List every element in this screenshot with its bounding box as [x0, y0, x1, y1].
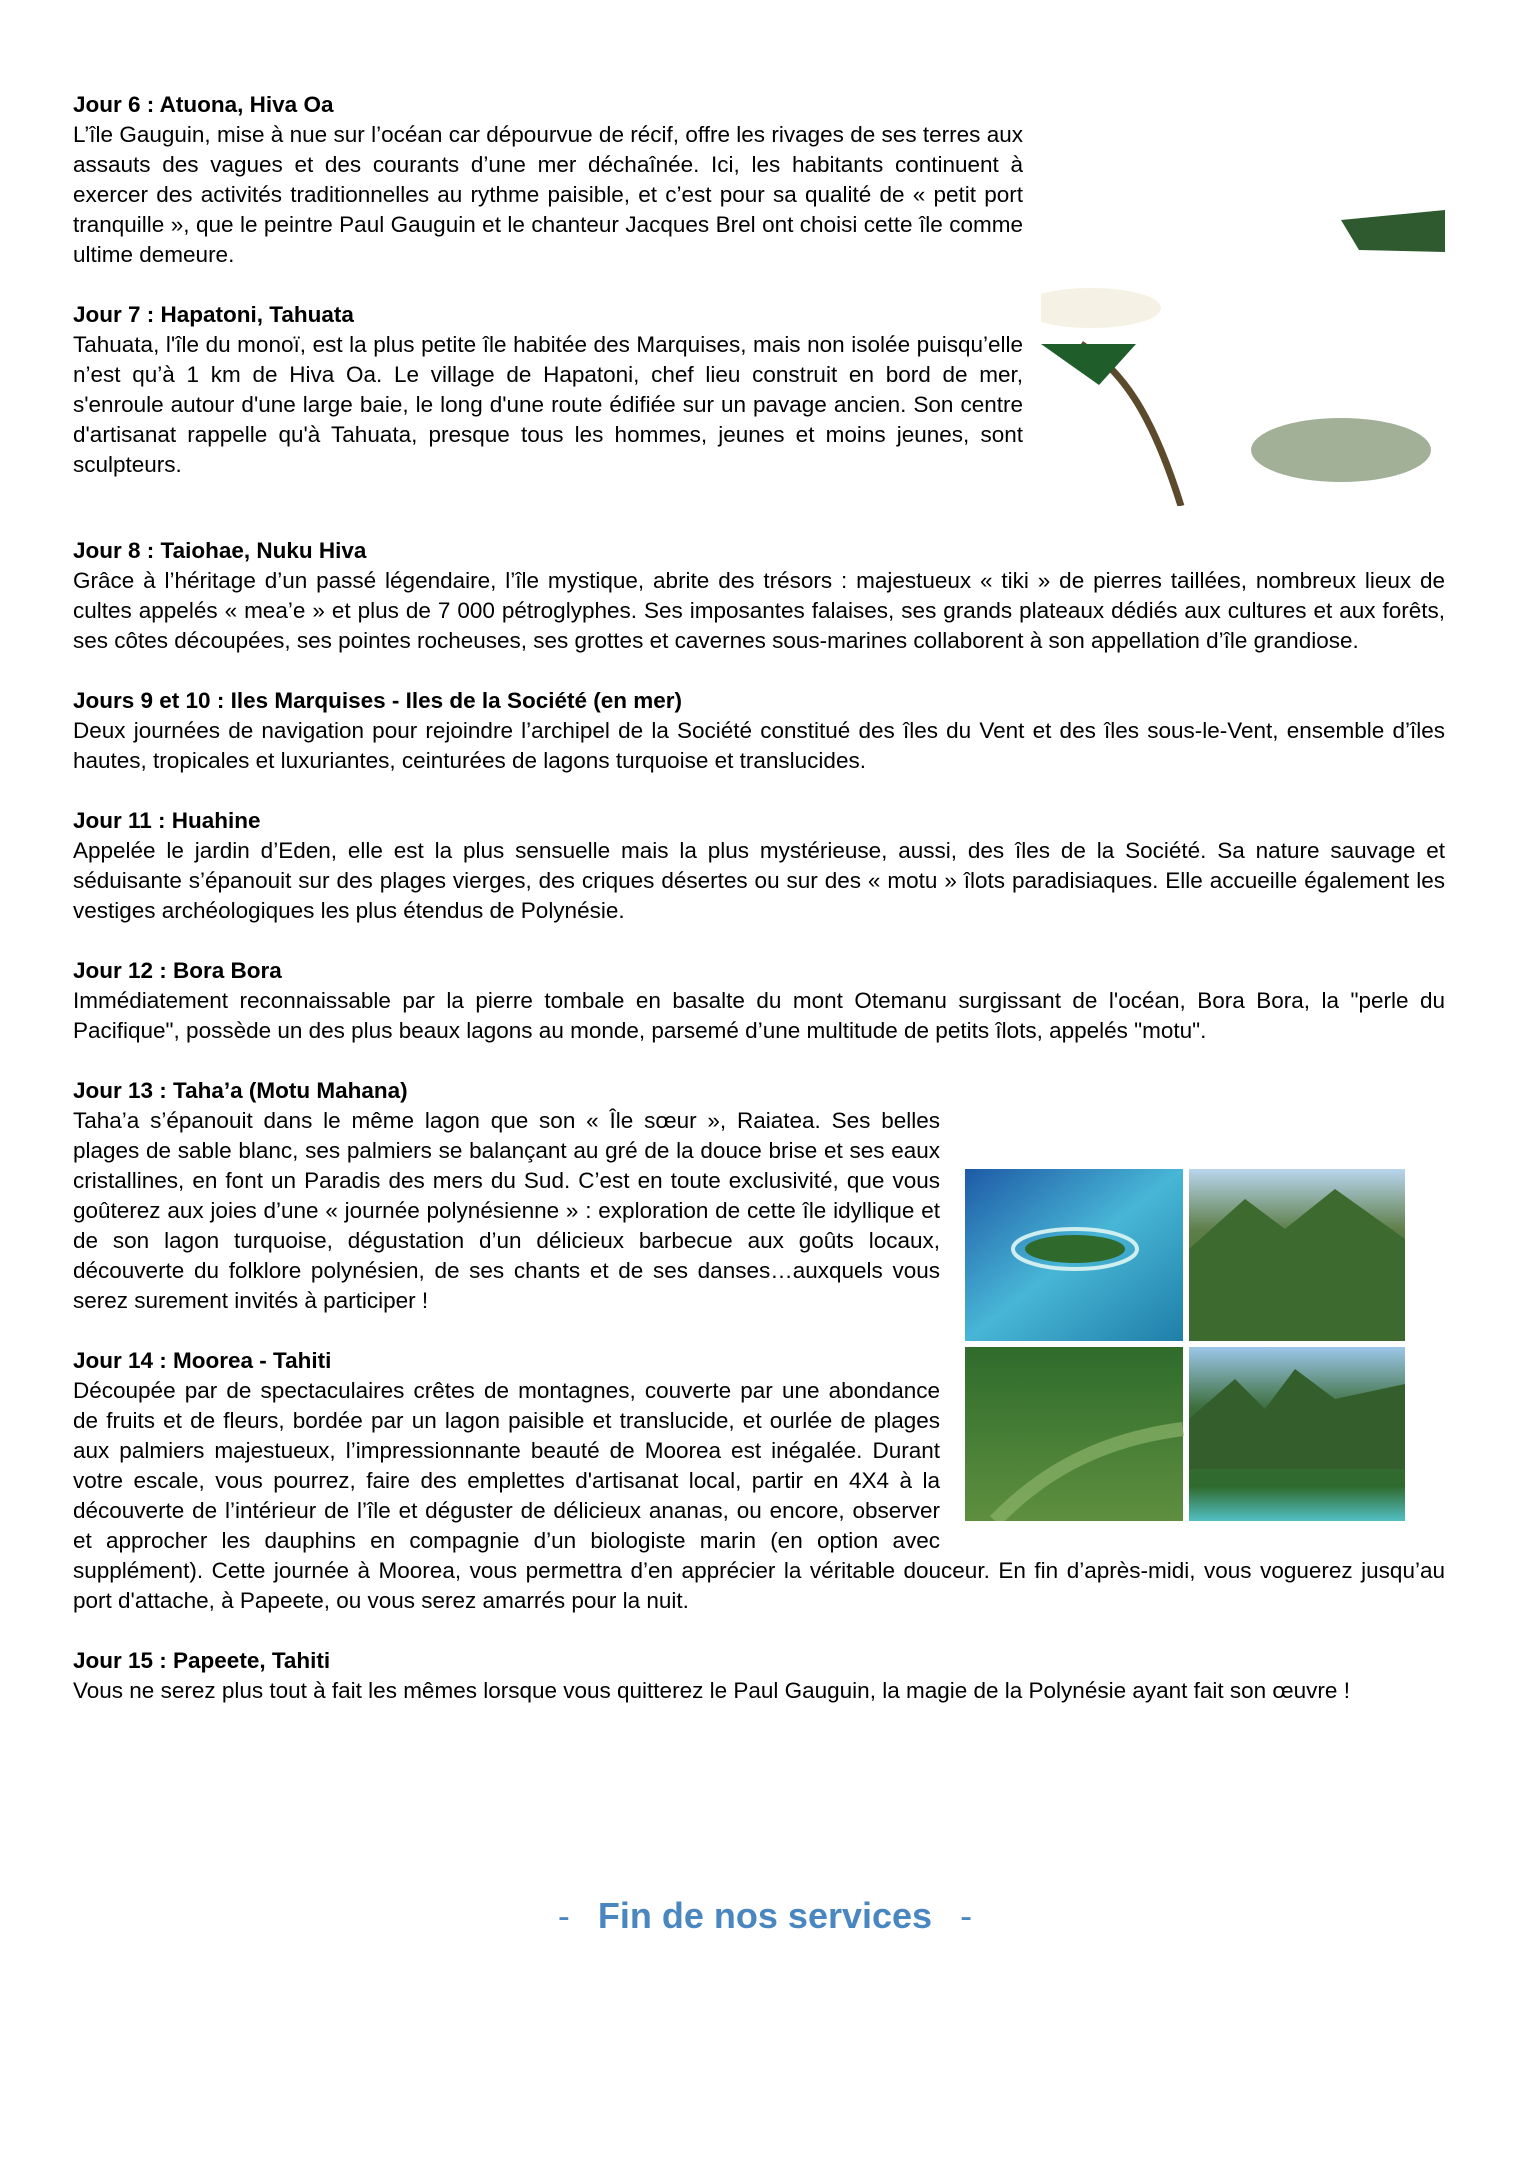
day-8-title: Jour 8 : Taiohae, Nuku Hiva: [73, 538, 367, 563]
mosaic-slot-2: [940, 1164, 1445, 1534]
day-8-text: Grâce à l’héritage d’un passé légendaire, l’île mystique, abrite des trésors : majestueux « tiki » de pierres taillées, nombreux lieux de cultes appelés « mea’e » et plus de 7 000 pétroglyphes. Ses imposantes falaises, ses grands plateaux dédiés aux cultures et aux forêts, ses côtes découpées, ses pointes rocheuses, ses grottes et cavernes sous-marines collaborent à son appellation d’île grandiose.: [73, 568, 1445, 653]
day-7-title: Jour 7 : Hapatoni, Tahuata: [73, 302, 354, 327]
day-11-text: Appelée le jardin d’Eden, elle est la plus sensuelle mais la plus mystérieuse, aussi, des îles de la Société. Sa nature sauvage et séduisante s’épanouit sur des plages vierges, des criques désertes ou sur des « motu » îlots paradisiaques. Elle accueille également les vestiges archéologiques les plus étendus de Polynésie.: [73, 838, 1445, 923]
day-7-text: Tahuata, l'île du monoï, est la plus petite île habitée des Marquises, mais non isolée puisqu’elle n’est qu’à 1 km de Hiva Oa. Le village de Hapatoni, chef lieu construit en bord de mer, s'enroule autour d'une large baie, le long d'une route édifiée sur un pavage ancien. Son centre d'artisanat rappelle qu'à Tahuata, presque tous les hommes, jeunes et moins jeunes, sont sculpteurs.: [73, 332, 1023, 477]
day-12-title: Jour 12 : Bora Bora: [73, 958, 282, 983]
lagoon-mosaic-image: [1041, 180, 1445, 506]
day-14-title: Jour 14 : Moorea - Tahiti: [73, 1348, 332, 1373]
footer-dash-left: -: [557, 1895, 570, 1936]
day-13-text: Taha’a s’épanouit dans le même lagon que son « Île sœur », Raiatea. Ses belles plages de sable blanc, ses palmiers se balançant au gré de la douce brise et ses eaux cristallines, en font un Paradis des mers du Sud. C’est en toute exclusivité, que vous goûterez aux joies d’une « journée polynésienne » : exploration de cette île idyllique et de son lagon turquoise, dégustation d’un délicieux barbecue aux goûts locaux, découverte du folklore polynésien, de ses chants et de ses danses…auxquels vous serez surement invités à participer !: [73, 1108, 940, 1313]
day-12-text: Immédiatement reconnaissable par la pierre tombale en basalte du mont Otemanu surgissant de l'océan, Bora Bora, la "perle du Pacifique", possède un des plus beaux lagons au monde, parsemé d’une multitude de petits îlots, appelés "motu".: [73, 988, 1445, 1043]
day-11-title: Jour 11 : Huahine: [73, 808, 261, 833]
day-14-text: Découpée par de spectaculaires crêtes de montagnes, couverte par une abondance de fruits et de fleurs, bordée par un lagon paisible et translucide, et ourlée de plages aux palmiers majestueux, l’impressionnante beauté de Moorea est inégalée. Durant votre escale, vous pourrez, faire des emplettes d'artisanat local, partir en 4X4 à la découverte de l’intérieur de l’île et déguster de délicieux ananas, ou encore, observer et approcher les dauphins en compagnie d’un biologiste marin (en option avec supplément). Cette journée à Moorea, vous permettra d’en apprécier la véritable douceur. En fin d’après-midi, vous voguerez jusqu’au port d'attache, à Papeete, ou vous serez amarrés pour la nuit.: [73, 1378, 1445, 1613]
islands-mosaic-image: [965, 1169, 1405, 1521]
day-6-heading: Jour 6 : Atuona, Hiva Oa: [73, 92, 334, 117]
day-9-10-text: Deux journées de navigation pour rejoindre l’archipel de la Société constitué des îles du Vent et des îles sous-le-Vent, ensemble d’îles hautes, tropicales et luxuriantes, ceinturées de lagons turquoise et translucides.: [73, 718, 1445, 773]
footer-end-of-services: [0, 1895, 1530, 1937]
section-days-6-7-flow: [73, 90, 1445, 1706]
day-15-text: Vous ne serez plus tout à fait les mêmes lorsque vous quitterez le Paul Gauguin, la magie de la Polynésie ayant fait son œuvre !: [73, 1678, 1350, 1703]
day-6-text: L’île Gauguin, mise à nue sur l’océan car dépourvue de récif, offre les rivages de ses terres aux assauts des vagues et des courants d’une mer déchaînée. Ici, les habitants continuent à exercer des activités traditionnelles au rythme paisible, et c’est pour sa qualité de « petit port tranquille », que le peintre Paul Gauguin et le chanteur Jacques Brel ont choisi cette île comme ultime demeure.: [73, 122, 1023, 267]
day-15-title: Jour 15 : Papeete, Tahiti: [73, 1648, 331, 1673]
mosaic-slot-1: [1023, 180, 1445, 506]
day-13-title: Jour 13 : Taha’a (Motu Mahana): [73, 1078, 408, 1103]
day-9-10-title: Jours 9 et 10 : Iles Marquises - Iles de la Société (en mer): [73, 688, 682, 713]
footer-text: Fin de nos services: [597, 1895, 933, 1936]
footer-dash-right: -: [960, 1895, 973, 1936]
